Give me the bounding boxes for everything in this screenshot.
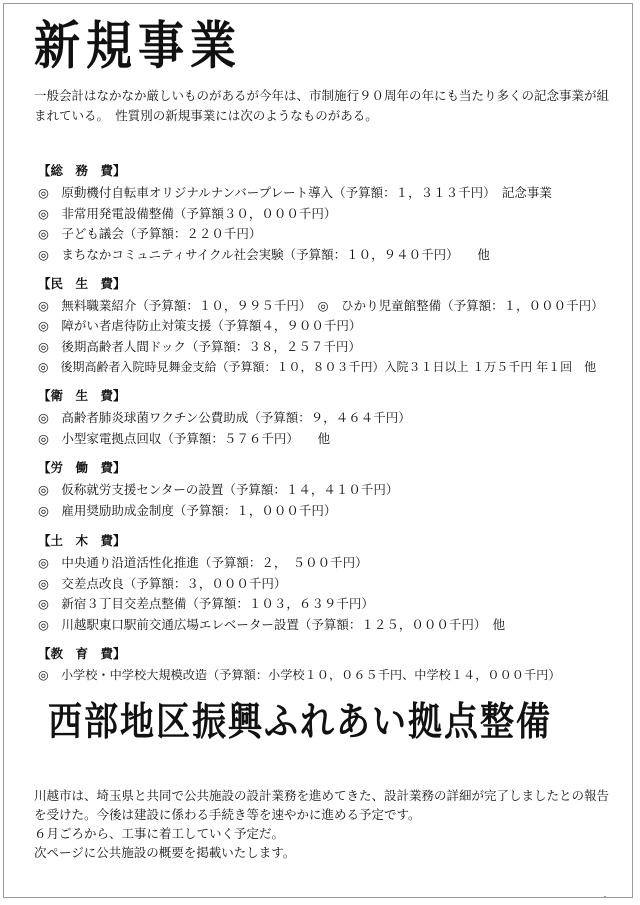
section-heading-doboku: 【土 木 費】 bbox=[38, 533, 126, 548]
list-item: ◎ 川越駅東口駅前交通広場エレベーター設置（予算額：１２５，０００千円） 他 bbox=[38, 617, 506, 632]
list-item: ◎ 後期高齢者人間ドック（予算額：３８，２５７千円） bbox=[38, 339, 361, 354]
list-item: ◎ 後期高齢者入院時見舞金支給（予算額：１０，８０３千円）入院３１日以上 １万５千円 年１回 他 bbox=[38, 360, 597, 374]
list-item: ◎ 無料職業紹介（予算額：１０，９９５千円） ◎ ひかり児童館整備（予算額：１，０００千円） bbox=[38, 298, 604, 313]
page-title: 新規事業 bbox=[34, 15, 242, 76]
corner-mark bbox=[604, 896, 606, 898]
section-heading-minsei: 【民 生 費】 bbox=[38, 276, 126, 291]
section-heading-soumu: 【総 務 費】 bbox=[38, 163, 126, 178]
section-title-seibu: 西部地区振興ふれあい拠点整備 bbox=[48, 699, 552, 746]
body-line: 次ページに公共施設の概要を掲載いたします。 bbox=[34, 845, 296, 860]
list-item: ◎ まちなかコミュニティサイクル社会実験（予算額：１０，９４０千円） 他 bbox=[38, 247, 490, 262]
list-item: ◎ 中央通り沿道活性化推進（予算額：２， ５００千円） bbox=[38, 555, 368, 570]
list-item: ◎ 子ども議会（予算額：２２０千円） bbox=[38, 226, 262, 241]
intro-paragraph: 一般会計はなかなか厳しいものがあるが今年は、市制施行９０周年の年にも当たり多くの記念事業が組まれている。 性質別の新規事業には次のようなものがある。 bbox=[34, 88, 610, 123]
list-item: ◎ 雇用奨励助成金制度（予算額：１，０００千円） bbox=[38, 503, 337, 518]
list-item: ◎ 仮称就労支援センターの設置（予算額：１４，４１０千円） bbox=[38, 482, 399, 497]
list-item: ◎ 交差点改良（予算額：３，０００千円） bbox=[38, 576, 287, 591]
page-frame bbox=[3, 3, 633, 898]
list-item: ◎ 小学校・中学校大規模改造（予算額：小学校１０，０６５千円、中学校１４，０００千円） bbox=[38, 668, 561, 682]
section-heading-eisei: 【衛 生 費】 bbox=[38, 388, 126, 403]
body-line: 川越市は、埼玉県と共同で公共施設の設計業務を進めてきた、設計業務の詳細が完了しましたとの報告を受けた。今後は建設に係わる手続き等を速やかに進める予定です。 bbox=[34, 788, 610, 822]
section-heading-roudou: 【労 働 費】 bbox=[38, 460, 126, 475]
section-heading-kyouiku: 【教 育 費】 bbox=[38, 646, 126, 661]
list-item: ◎ 障がい者虐待防止対策支援（予算額４，９００千円） bbox=[38, 318, 362, 333]
body-line: ６月ごろから、工事に着工していく予定だ。 bbox=[34, 826, 285, 841]
list-item: ◎ 小型家電拠点回収（予算額：５７６千円） 他 bbox=[38, 431, 331, 446]
list-item: ◎ 原動機付自転車オリジナルナンバープレート導入（予算額：１，３１３千円） 記念事業 bbox=[38, 185, 552, 200]
body-paragraph bbox=[34, 786, 614, 862]
list-item: ◎ 高齢者肺炎球菌ワクチン公費助成（予算額：９，４６４千円） bbox=[38, 410, 411, 425]
list-item: ◎ 新宿３丁目交差点整備（予算額：１０３，６３９千円） bbox=[38, 596, 374, 611]
list-item: ◎ 非常用発電設備整備（予算額３０，０００千円） bbox=[38, 206, 337, 221]
